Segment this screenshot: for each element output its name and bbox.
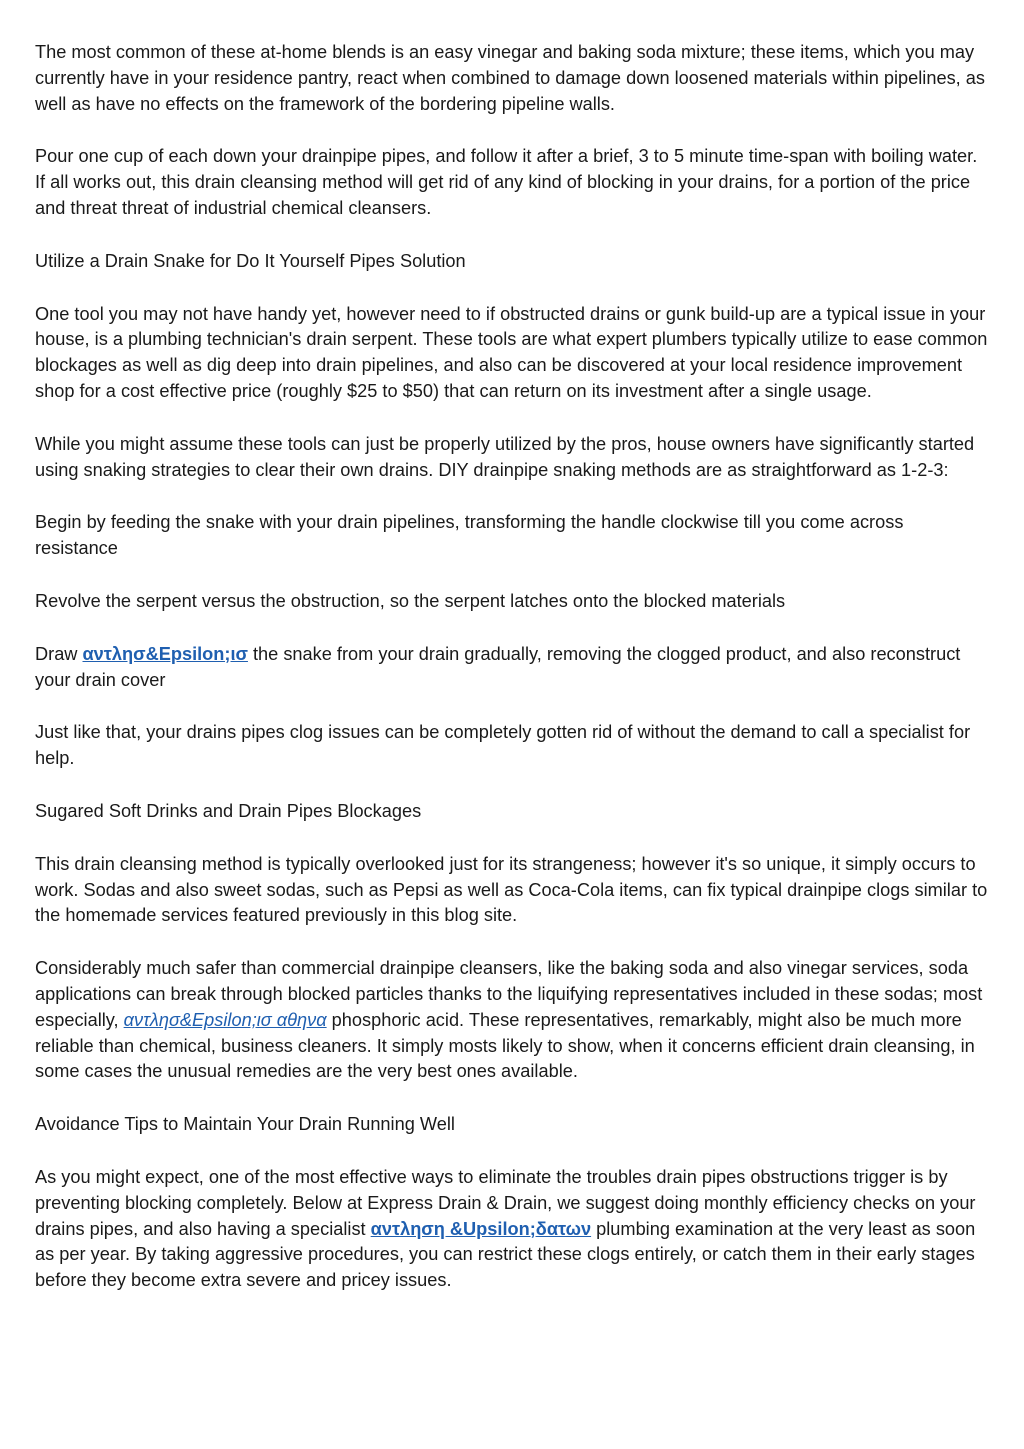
step-begin-feeding: Begin by feeding the snake with your drain pipelines, transforming the handle clockwise till you come across resistance: [35, 512, 904, 559]
inline-link-antlisis[interactable]: αντλησ&Epsilon;ισ: [82, 643, 248, 664]
paragraph-just-like-that: Just like that, your drains pipes clog issues can be completely gotten rid of without the demand to call a specialist for help.: [35, 722, 971, 769]
inline-link-antlisis-athina[interactable]: αντλησ&Epsilon;ισ αθηνα: [123, 1009, 327, 1030]
heading-sugared-soft-drinks: Sugared Soft Drinks and Drain Pipes Blockages: [35, 800, 422, 821]
paragraph-soda-method: This drain cleansing method is typically overlooked just for its strangeness; however it's so unique, it simply occurs to work. Sodas and also sweet sodas, such as Pepsi as well as Coca-Cola items, can fix typical drainpipe clogs similar to the homemade services featured previously in this blog site.: [35, 853, 988, 926]
safer-before-text: Considerably much safer than commercial drainpipe cleansers, like the baking soda and also vinegar services, soda applications can break through blocked particles thanks to the liquifying representatives included in these sodas; most especially,: [35, 958, 983, 1030]
prevention-after-text: plumbing examination at the very least as soon as per year. By taking aggressive procedures, you can restrict these clogs entirely, or catch them in their early stages before they become extra severe and pricey issues.: [35, 1218, 976, 1291]
safer-after-text: phosphoric acid. These representatives, remarkably, might also be much more reliable than chemical, business cleaners. It simply mosts likely to show, when it concerns efficient drain cleansing, in some cases the unusual remedies are the very best ones available.: [35, 1009, 975, 1082]
step-draw-after-text: the snake from your drain gradually, removing the clogged product, and also reconstruct your drain cover: [35, 643, 961, 690]
step-draw-snake: [35, 642, 990, 694]
paragraph-diy-snaking: While you might assume these tools can just be properly utilized by the pros, house owners have significantly started using snaking strategies to clear their own drains. DIY drainpipe snaking methods are as straightforward as 1-2-3:: [35, 433, 975, 480]
paragraph-safer-than-commercial: [35, 956, 990, 1085]
paragraph-pour-one-cup: Pour one cup of each down your drainpipe pipes, and follow it after a brief, 3 to 5 minute time-span with boiling water. If all works out, this drain cleansing method will get rid of any kind of blocking in your drains, for a portion of the price and threat threat of industrial chemical cleansers.: [35, 146, 978, 218]
paragraph-drain-serpent-tool: One tool you may not have handy yet, however need to if obstructed drains or gunk build-up are a typical issue in your house, is a plumbing technician's drain serpent. These tools are what expert plumbers typically utilize to ease common blockages as well as dig deep into drain pipelines, and also can be discovered at your local residence improvement shop for a cost effective price (roughly $25 to $50) that can return on its investment after a single usage.: [35, 303, 988, 401]
step-revolve-serpent: Revolve the serpent versus the obstruction, so the serpent latches onto the blocked materials: [35, 590, 786, 611]
prevention-before-text: As you might expect, one of the most effective ways to eliminate the troubles drain pipes obstructions trigger is by preventing blocking completely. Below at Express Drain & Drain, we suggest doing monthly efficiency checks on your drains pipes, and also having a specialist: [35, 1166, 976, 1239]
heading-drain-snake: Utilize a Drain Snake for Do It Yourself Pipes Solution: [35, 250, 466, 271]
heading-avoidance-tips: Avoidance Tips to Maintain Your Drain Running Well: [35, 1114, 455, 1135]
inline-link-antlisi-ydaton[interactable]: αντληση &Upsilon;δατων: [370, 1218, 592, 1239]
step-draw-before-text: Draw: [35, 643, 83, 664]
paragraph-prevention: [35, 1165, 990, 1294]
paragraph-vinegar-baking-soda: The most common of these at-home blends is an easy vinegar and baking soda mixture; these items, which you may currently have in your residence pantry, react when combined to damage down loosened materials within pipelines, as well as have no effects on the framework of the bordering pipeline walls.: [35, 42, 985, 114]
